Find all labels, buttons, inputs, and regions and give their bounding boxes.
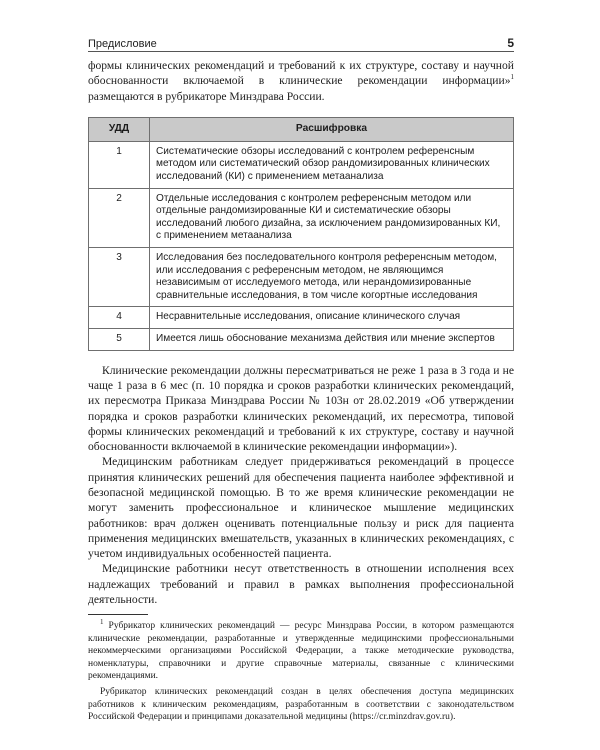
table-row — [89, 141, 514, 188]
page-number: 5 — [507, 36, 514, 50]
table-header-row — [89, 117, 514, 141]
usage-paragraph: Медицинским работникам следует придерживаться рекомендаций в процессе принятия клинических решений для обеспечения пациента наиболее эффективной и безопасной медицинской помощью. В то же время клинические рекомендации не могут заменить профессиональное и клиническое мышление медицинских работников: врач должен оценивать потенциальные пользу и риск для пациента применения медицинских вмешательств, указанных в клинических рекомендациях, с учетом индивидуальных особенностей пациента. — [88, 455, 514, 561]
evidence-level-table — [88, 117, 514, 351]
level-cell: 5 — [89, 329, 150, 351]
footnote-ref: 1 — [510, 73, 514, 82]
description-cell: Несравнительные исследования, описание клинического случая — [150, 307, 514, 329]
footnote-mark: 1 — [100, 618, 104, 627]
description-cell: Имеется лишь обоснование механизма действия или мнение экспертов — [150, 329, 514, 351]
responsibility-paragraph: Медицинские работники несут ответственность в отношении исполнения всех надлежащих требований и правил в рамках выполнения профессиональной деятельности. — [88, 562, 514, 607]
description-cell: Систематические обзоры исследований с контролем референсным методом или систематический обзор рандомизированных клинических исследований (КИ) с применением метаанализа — [150, 141, 514, 188]
table-row — [89, 248, 514, 307]
header-rule — [88, 51, 514, 52]
footnote-1-text: Рубрикатор клинических рекомендаций — ресурс Минздрава России, в котором размещаются клинические рекомендации, разработанные и утвержденные медицинскими профессиональными некоммерческими организациями Российской Федерации, а также методические руководства, номенклатуры, справочники и другие справочные материалы, связанные с клиническими рекомендациями. — [88, 621, 514, 681]
footnote-continuation: Рубрикатор клинических рекомендаций создан в целях обеспечения доступа медицинских работников к клиническим рекомендациям, разработанным в соответствии с законодательством Российской Федерации и принципами доказательной медицины (https://cr.minzdrav.gov.ru). — [88, 687, 514, 723]
review-paragraph: Клинические рекомендации должны пересматриваться не реже 1 раза в 3 года и не чаще 1 раза в 6 мес (п. 10 порядка и сроков разработки клинических рекомендаций, их пересмотра Приказа Минздрава России № 103н от 28.02.2019 «Об утверждении порядка и сроков разработки клинических рекомендаций, их пересмотра, типовой формы клинических рекомендаций и требований к их структуре, составу и научной обоснованности включаемой в клинические рекомендации информации»). — [88, 363, 514, 454]
section-title: Предисловие — [88, 38, 157, 50]
description-cell: Исследования без последовательного контроля референсным методом, или исследования с референсным методом, не являющимся независимым от исследуемого метода, или нерандомизированные сравнительные исследования, в том числе когортные исследования — [150, 248, 514, 307]
table-row — [89, 329, 514, 351]
level-cell: 1 — [89, 141, 150, 188]
table-row — [89, 307, 514, 329]
table-row — [89, 188, 514, 247]
footnote-1 — [88, 620, 514, 682]
footnote-separator — [88, 614, 148, 615]
running-header — [88, 36, 514, 50]
level-cell: 2 — [89, 188, 150, 247]
intro-text-start: формы клинических рекомендаций и требований к их структуре, составу и научной обоснованности включаемой в клинические рекомендации информации» — [88, 59, 514, 88]
page-body — [88, 58, 514, 724]
column-header-decoding: Расшифровка — [150, 117, 514, 141]
column-header-udd: УДД — [89, 117, 150, 141]
level-cell: 3 — [89, 248, 150, 307]
description-cell: Отдельные исследования с контролем референсным методом или отдельные рандомизированные КИ и систематические обзоры исследований любого дизайна, за исключением рандомизированных КИ, с применением метаанализа — [150, 188, 514, 247]
intro-paragraph — [88, 58, 514, 104]
intro-text-end: размещаются в рубрикаторе Минздрава России. — [88, 89, 325, 103]
level-cell: 4 — [89, 307, 150, 329]
